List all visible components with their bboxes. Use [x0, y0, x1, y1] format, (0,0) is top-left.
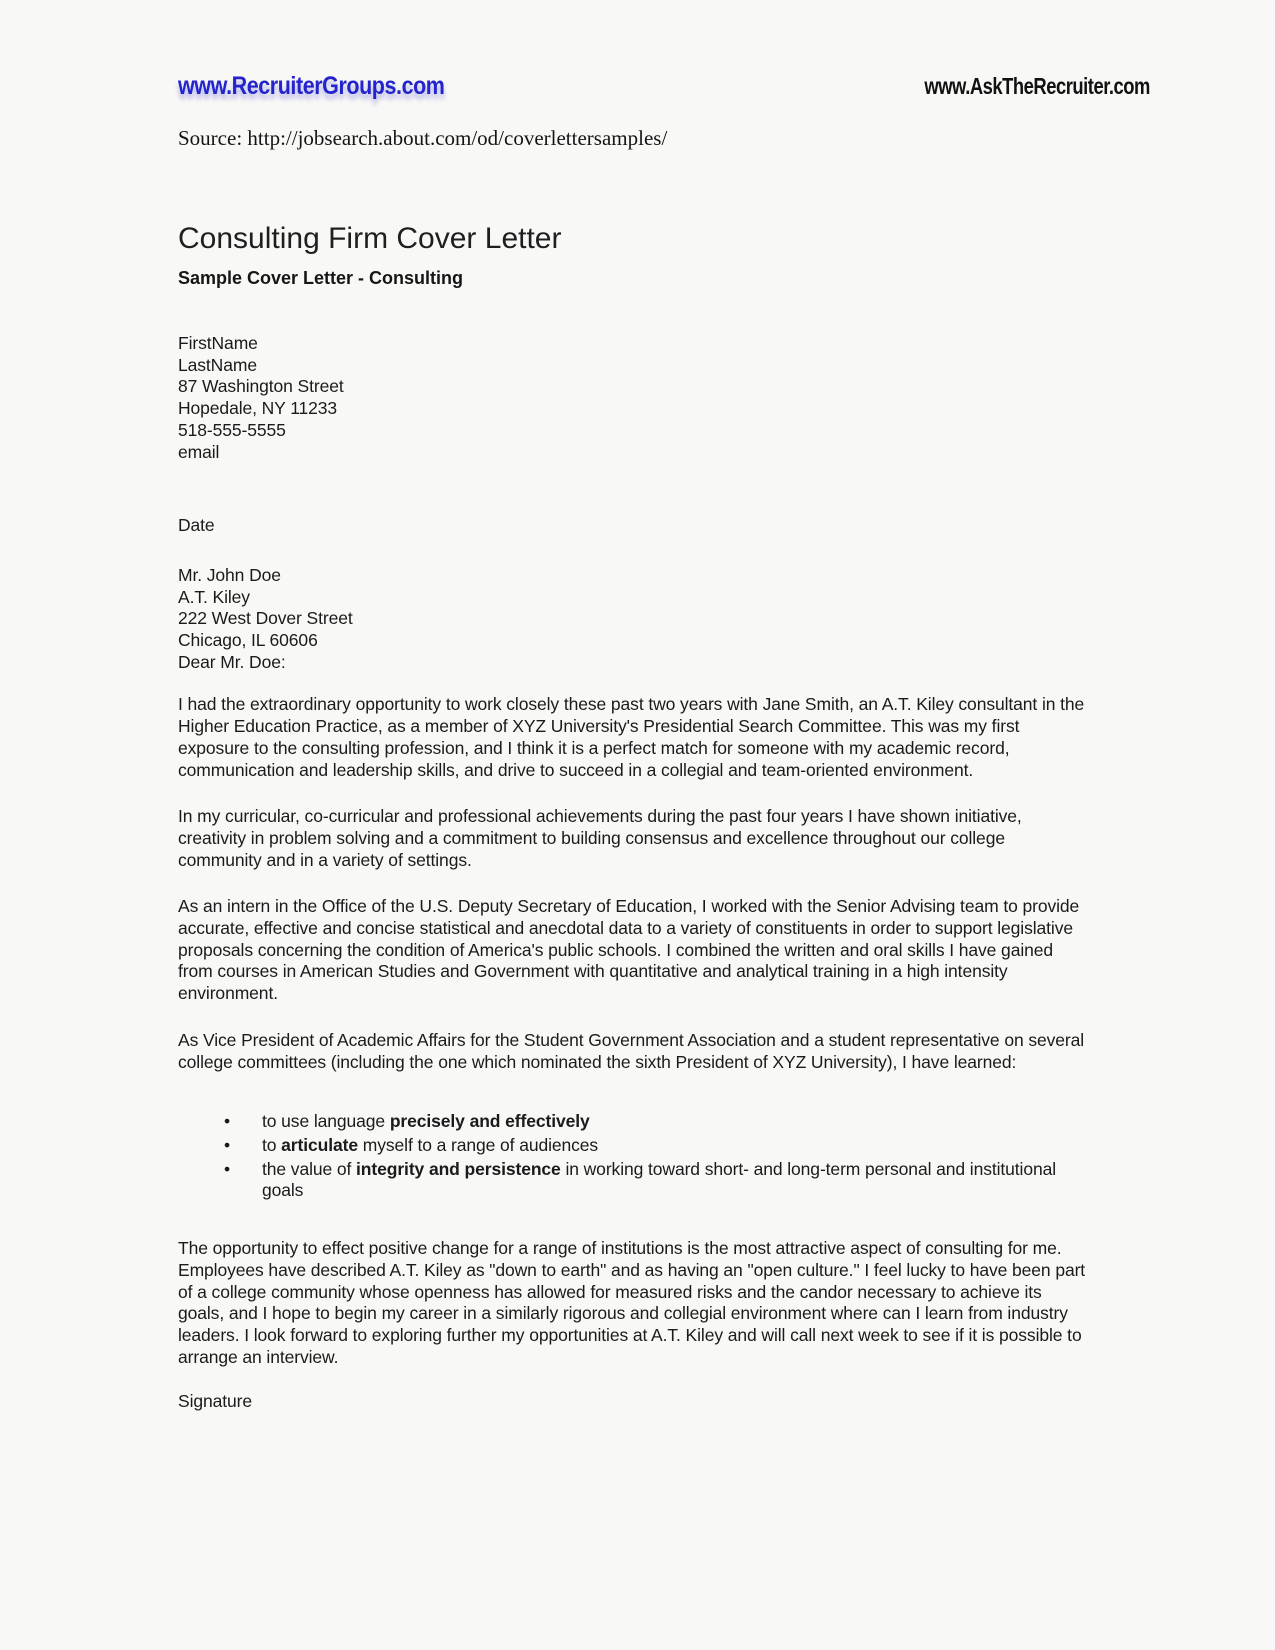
body-paragraph: In my curricular, co-curricular and professional achievements during the past four years I have shown initiative, creativity in problem solving and a commitment to building consensus and excellence throughout our college community and in a variety of settings. — [178, 806, 1022, 870]
asktherecruiter-logo: www.AskTheRecruiter.com — [924, 73, 1150, 99]
bullet-item: • the value of integrity and persistence in working toward short- and long-term personal and institutional goals — [178, 1159, 1088, 1202]
bullet-list — [178, 1111, 1088, 1202]
recipient-address-line: A.T. Kiley — [178, 586, 250, 607]
recipient-address-line: 222 West Dover Street — [178, 608, 353, 629]
page-title: Consulting Firm Cover Letter — [178, 222, 562, 255]
page-header — [178, 72, 1150, 102]
sender-address-line: 87 Washington Street — [178, 376, 344, 397]
recruitergroups-logo: www.RecruiterGroups.com — [178, 72, 445, 100]
body-paragraph: As an intern in the Office of the U.S. Deputy Secretary of Education, I worked with the Senior Advising team to provide accurate, effective and concise statistical and anecdotal data to a variety of constituents in order to support legislative proposals concerning the condition of America's public schools. I combined the written and oral skills I have gained from courses in American Studies and Government with quantitative and analytical training in a high intensity environment. — [178, 896, 1080, 1004]
source-line: Source: http://jobsearch.about.com/od/coverlettersamples/ — [178, 126, 668, 150]
recipient-address-line: Chicago, IL 60606 — [178, 630, 318, 651]
body-paragraph: As Vice President of Academic Affairs for the Student Government Association and a student representative on several college committees (including the one which nominated the sixth President of XYZ University), I have learned: — [178, 1029, 1085, 1072]
document-subtitle: Sample Cover Letter - Consulting — [178, 268, 464, 288]
sender-address-line: email — [178, 441, 220, 462]
recipient-address-block — [178, 565, 1108, 652]
sender-address-line: FirstName — [178, 333, 258, 353]
date-label: Date — [178, 515, 215, 536]
body-paragraphs — [178, 694, 1108, 1073]
sender-address-line: 518-555-5555 — [178, 419, 286, 440]
sender-address-block — [178, 333, 1108, 463]
bullet-item: • to articulate myself to a range of audiences — [178, 1135, 1088, 1157]
body-paragraph: I had the extraordinary opportunity to work closely these past two years with Jane Smith, an A.T. Kiley consultant in the Higher Education Practice, as a member of XYZ University's Presidential Search Committee. This was my first exposure to the consulting profession, and I think it is a perfect match for someone with my academic record, communication and leadership skills, and drive to succeed in a collegial and team-oriented environment. — [178, 694, 1085, 780]
closing-paragraph: The opportunity to effect positive change for a range of institutions is the most attractive aspect of consulting for me. Employees have described A.T. Kiley as "down to earth" and as having an "open culture." I feel lucky to have been part of a college community whose openness has allowed for measured risks and the candor necessary to achieve its goals, and I hope to begin my career in a similarly rigorous and collegial environment where can I learn from industry leaders. I look forward to exploring further my opportunities at A.T. Kiley and will call next week to see if it is possible to arrange an interview. — [178, 1238, 1086, 1367]
recipient-address-line: Mr. John Doe — [178, 564, 281, 585]
sender-address-line: LastName — [178, 354, 257, 375]
sender-address-line: Hopedale, NY 11233 — [178, 398, 338, 419]
bullet-item: • to use language precisely and effectively — [178, 1111, 1088, 1133]
salutation: Dear Mr. Doe: — [178, 651, 286, 672]
signature-label: Signature — [178, 1391, 253, 1412]
